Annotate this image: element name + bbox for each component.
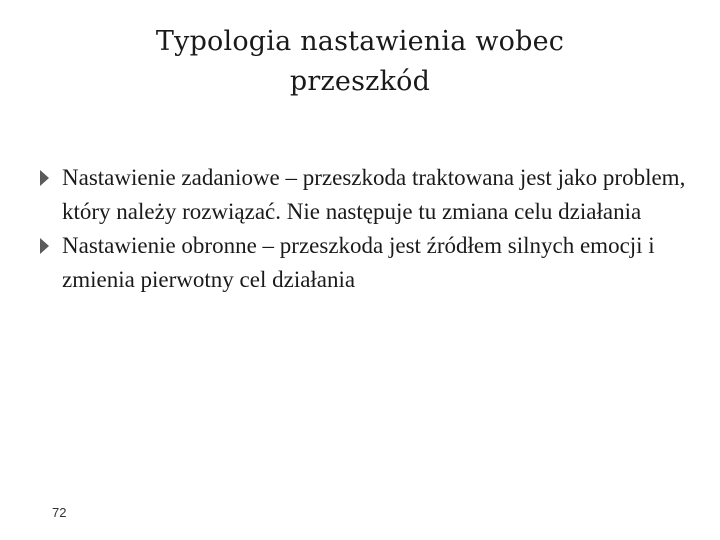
bullet-item-task-oriented xyxy=(38,161,688,229)
page-number: 72 xyxy=(52,505,67,520)
triangle-right-icon xyxy=(40,170,49,186)
slide-title-line-2: przeszkód xyxy=(289,66,431,97)
slide-title-line-1: Typologia nastawienia wobec xyxy=(155,26,565,57)
triangle-right-icon xyxy=(40,238,49,254)
slide-title xyxy=(60,22,660,102)
bullet-item-defensive xyxy=(38,229,688,297)
bullet-text: Nastawienie zadaniowe – przeszkoda traktowana jest jako problem, który należy rozwiązać. Nie następuje tu zmiana celu działania xyxy=(62,165,686,224)
bullet-text: Nastawienie obronne – przeszkoda jest źródłem silnych emocji i zmienia pierwotny cel działania xyxy=(62,233,655,292)
bullet-list xyxy=(38,161,688,297)
